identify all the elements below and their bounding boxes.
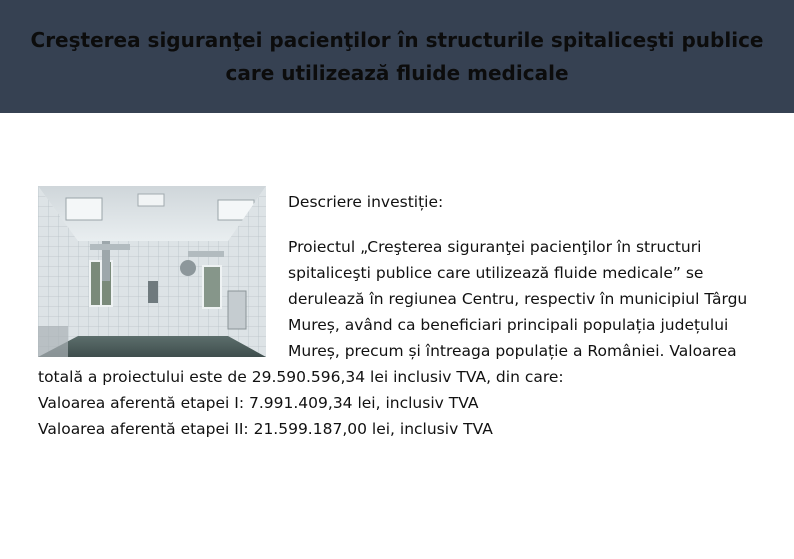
description-heading: Descriere investiție: [288, 193, 444, 211]
description-paragraph: Proiectul „Creşterea siguranţei pacienţilor în structuri spitaliceşti publice care utilizează fluide medicale” se derulează în regiunea Centru, respectiv în municipiul Târgu Mureș, având ca beneficiari principali populația județului Mureș, precum și întreaga populație a României. Valoarea totală a proiectului este de 29.590.596,34 lei inclusiv TVA, din care: [38, 238, 748, 386]
operating-room-photo-illustration [38, 186, 266, 357]
article-content [38, 186, 758, 442]
page-title: Creşterea siguranţei pacienţilor în structurile spitaliceşti publice care utilizează fluide medicale [30, 27, 764, 85]
page-header [0, 0, 794, 113]
stage-1-value: Valoarea aferentă etapei I: 7.991.409,34 lei, inclusiv TVA [38, 394, 479, 412]
stage-2-value: Valoarea aferentă etapei II: 21.599.187,00 lei, inclusiv TVA [38, 420, 493, 438]
operating-room-photo [38, 186, 266, 357]
